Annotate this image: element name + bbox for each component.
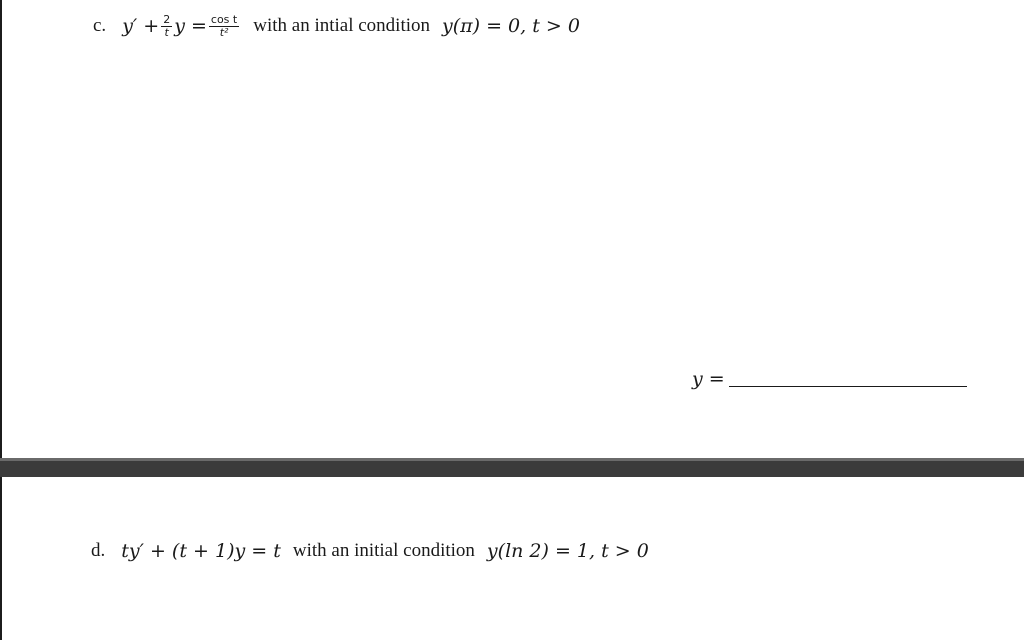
fraction-cos-t-over-t-squared bbox=[209, 14, 239, 39]
problem-d-condition: y(ln 2) = 1, t > 0 bbox=[486, 540, 649, 562]
fraction-numerator: 2 bbox=[163, 12, 171, 26]
problem-c bbox=[93, 8, 580, 44]
problem-c-lhs-term1: y′ + bbox=[122, 15, 160, 37]
fraction-numerator: cos t bbox=[210, 12, 238, 26]
fraction-denominator: t bbox=[164, 25, 169, 39]
problem-c-text: with an intial condition bbox=[253, 15, 431, 36]
problem-d-text: with an initial condition bbox=[292, 540, 475, 561]
problem-c-label: c. bbox=[93, 15, 107, 36]
fraction-denominator: t² bbox=[219, 25, 229, 39]
problem-d-equation: ty′ + (t + 1)y = t bbox=[121, 540, 281, 562]
answer-prefix: y = bbox=[692, 368, 725, 390]
page-separator bbox=[0, 458, 1024, 477]
problem-c-lhs-term2: y = bbox=[174, 15, 207, 37]
fraction-2-over-t bbox=[161, 14, 172, 39]
problem-c-condition: y(π) = 0, t > 0 bbox=[442, 15, 580, 37]
answer-blank bbox=[692, 368, 967, 390]
answer-line[interactable] bbox=[729, 386, 967, 387]
problem-d-label: d. bbox=[91, 540, 106, 561]
problem-d bbox=[91, 538, 649, 564]
